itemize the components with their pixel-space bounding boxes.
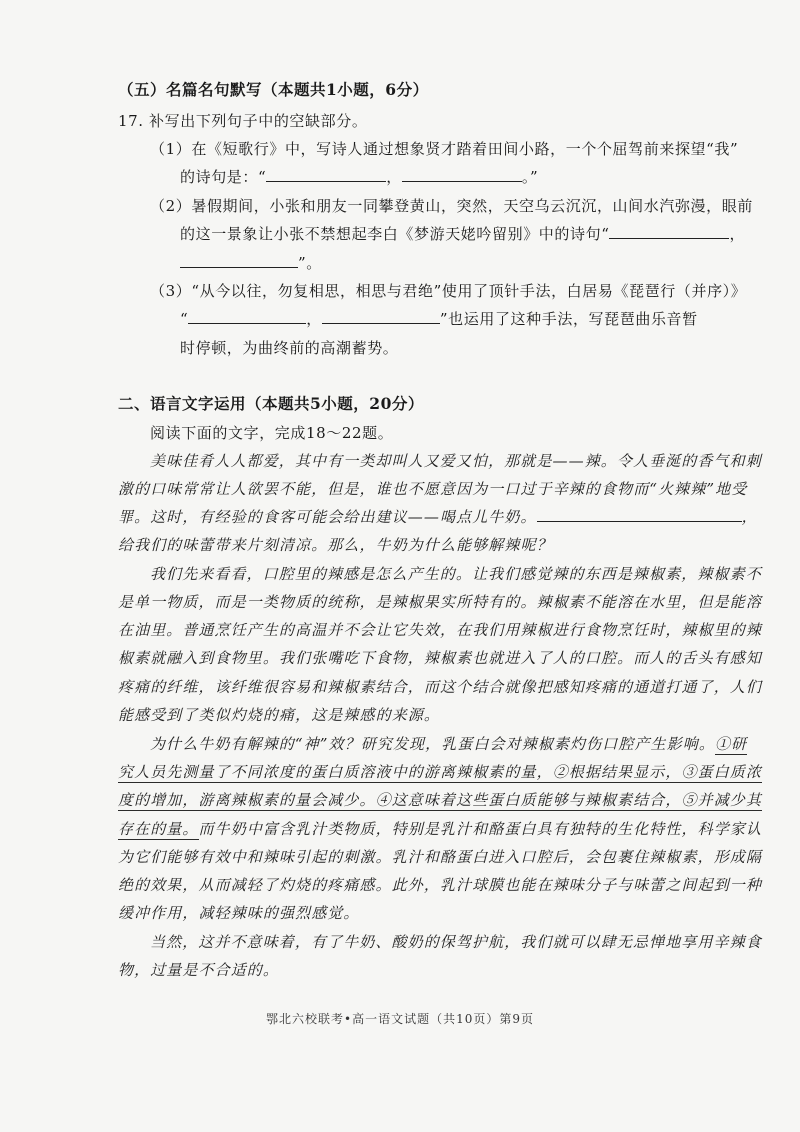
answer-blank[interactable] (266, 167, 386, 182)
passage-line (118, 818, 762, 839)
q17-part3-line2 (180, 308, 698, 329)
q17-part3-line1: （3）“从今以往，勿复相思，相思与君绝”使用了顶针手法，白居易《琵琶行（并序）》 (150, 282, 747, 300)
section-title-recitation: （五）名篇名句默写（本题共1小题，6分） (118, 80, 429, 99)
passage-line: 绝的效果，从而减轻了灼烧的疼痛感。此外，乳汁球膜也能在辣味分子与味蕾之间起到一种 (118, 876, 763, 894)
passage-line: 是单一物质，而是一类物质的统称，是辣椒果实所特有的。辣椒素不能溶在水里，但是能溶 (118, 593, 763, 611)
section-title-language-use: 二、语言文字运用（本题共5小题，20分） (118, 394, 424, 413)
passage-line: 在油里。普通烹饪产生的高温并不会让它失效，在我们用辣椒进行食物烹饪时，辣椒里的辣 (118, 621, 763, 639)
passage-line: 给我们的味蕾带来片刻清凉。那么，牛奶为什么能够解辣呢？ (118, 536, 553, 554)
separator: ， (386, 168, 402, 186)
passage-text: 为什么牛奶有解辣的“神”效？研究发现，乳蛋白会对辣椒素灼伤口腔产生影响。 (150, 735, 715, 753)
answer-blank[interactable] (180, 253, 298, 268)
passage-line (118, 506, 758, 527)
passage-line: 为它们能够有效中和辣味引起的刺激。乳汁和酪蛋白进入口腔后，会包裹住辣椒素，形成隔 (118, 848, 763, 866)
separator: ， (306, 310, 322, 328)
separator: ， (741, 508, 758, 526)
underlined-sentence: 究人员先测量了不同浓度的蛋白质溶液中的游离辣椒素的量，②根据结果显示，③蛋白质浓 (118, 763, 763, 781)
underlined-sentence: 度的增加，游离辣椒素的量会减少。④这意味着这些蛋白质能够与辣椒素结合，⑤并减少其 (118, 791, 763, 809)
passage-text: 而牛奶中富含乳汁类物质，特别是乳汁和酪蛋白具有独特的生化特性，科学家认 (198, 820, 763, 838)
passage-line: 我们先来看看，口腔里的辣感是怎么产生的。让我们感觉辣的东西是辣椒素，辣椒素不 (150, 565, 762, 583)
q17-part1-line1: （1）在《短歌行》中，写诗人通过想象贤才踏着田间小路，一个个屈驾前来探望“我” (150, 140, 739, 158)
q17-part3-prefix: “ (180, 310, 189, 328)
answer-blank[interactable] (402, 167, 522, 182)
q17-part1-end: 。” (521, 168, 539, 186)
passage-line (118, 761, 762, 782)
passage-line: 椒素就融入到食物里。我们张嘴吃下食物，辣椒素也就进入了人的口腔。而人的舌头有感知 (118, 649, 763, 667)
q17-part1-line2 (180, 166, 538, 187)
underlined-sentence: 存在的量。 (118, 820, 199, 838)
passage-line: 疼痛的纤维，该纤维很容易和辣椒素结合，而这个结合就像把感知疼痛的通道打通了，人们 (118, 678, 763, 696)
passage-line: 物，过量是不合适的。 (118, 961, 280, 979)
q17-part1-prefix: 的诗句是：“ (180, 168, 267, 186)
underlined-sentence: ①研 (714, 735, 748, 753)
q17-part2-end: ”。 (298, 254, 322, 272)
passage-line (118, 789, 762, 810)
q17-part2-text: 的这一景象让小张不禁想起李白《梦游天姥吟留别》中的诗句“ (180, 225, 610, 243)
passage-line: 美味佳肴人人都爱，其中有一类却叫人又爱又怕，那就是——辣。令人垂涎的香气和刺 (150, 452, 762, 470)
q17-part3-end: ”也运用了这种手法，写琵琶曲乐音暂 (439, 310, 698, 328)
q17-part2-line3 (180, 252, 322, 273)
q17-part2-line2 (180, 223, 745, 244)
reading-instructions: 阅读下面的文字，完成18～22题。 (150, 424, 394, 442)
q17-part2-line1: （2）暑假期间，小张和朋友一同攀登黄山，突然，天空乌云沉沉，山间水汽弥漫，眼前 (150, 197, 753, 215)
passage-line: 激的口味常常让人欲罢不能，但是，谁也不愿意因为一口过于辛辣的食物而“火辣辣”地受 (118, 480, 748, 498)
passage-line (150, 733, 747, 754)
page-footer: 鄂北六校联考•高一语文试题（共10页）第9页 (266, 1012, 534, 1026)
answer-blank[interactable] (537, 507, 742, 522)
passage-text: 罪。这时，有经验的食客可能会给出建议——喝点儿牛奶。 (118, 508, 537, 526)
question-17: 17. 补写出下列句子中的空缺部分。 (118, 112, 368, 130)
q17-part3-line3: 时停顿，为曲终前的高潮蓄势。 (180, 339, 399, 357)
passage-line: 能感受到了类似灼烧的痛，这是辣感的来源。 (118, 706, 441, 724)
separator: ， (729, 225, 746, 243)
answer-blank[interactable] (609, 224, 729, 239)
passage-line: 当然，这并不意味着，有了牛奶、酸奶的保驾护航，我们就可以肆无忌惮地享用辛辣食 (150, 933, 762, 951)
answer-blank[interactable] (188, 309, 306, 324)
passage-line: 缓冲作用，减轻辣味的强烈感觉。 (118, 904, 360, 922)
answer-blank[interactable] (322, 309, 440, 324)
